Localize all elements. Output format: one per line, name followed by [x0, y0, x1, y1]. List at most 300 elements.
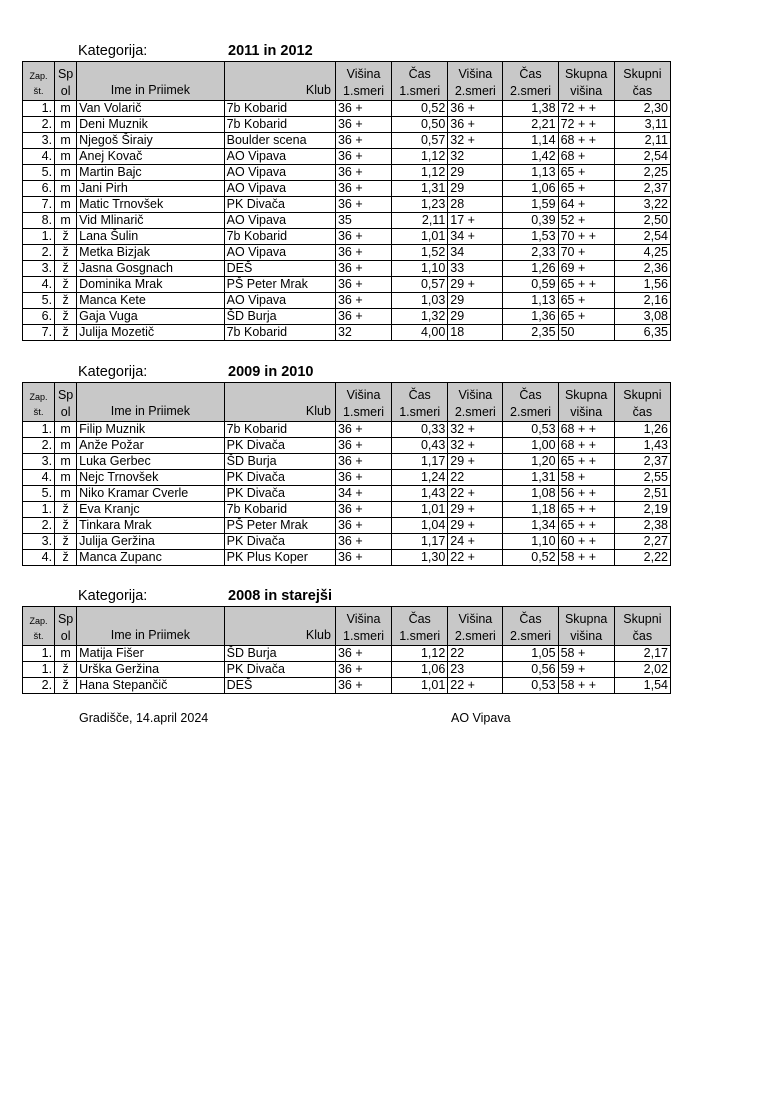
header-row [23, 383, 671, 422]
time2-cell: 0,56 [503, 662, 558, 678]
total-height-cell: 68 + + [558, 422, 614, 438]
club-cell: AO Vipava [224, 213, 335, 229]
header-height2-line2: 2.smeri [454, 405, 496, 419]
time2-cell: 1,05 [503, 646, 558, 662]
total-time-cell: 2,54 [614, 229, 670, 245]
club-cell: AO Vipava [224, 149, 335, 165]
name-cell: Gaja Vuga [77, 309, 224, 325]
height1-cell: 36 + [335, 662, 391, 678]
height1-cell: 36 + [335, 678, 391, 694]
total-time-cell: 2,17 [614, 646, 670, 662]
header-height1-line1: Višina [346, 388, 381, 402]
height1-cell: 36 + [335, 261, 391, 277]
total-time-cell: 1,26 [614, 422, 670, 438]
header-height1 [335, 383, 391, 422]
header-rank-line1: Zap. [29, 71, 48, 81]
name-cell: Hana Stepančič [77, 678, 224, 694]
header-total-time-text [615, 609, 670, 645]
gender-cell: m [55, 117, 77, 133]
table-row [23, 662, 671, 678]
header-height2 [448, 383, 503, 422]
name-cell: Nejc Trnovšek [77, 470, 224, 486]
category-section-2009-2010 [22, 364, 672, 566]
header-rank-text [23, 385, 54, 421]
total-height-cell: 65 + + [558, 454, 614, 470]
gender-cell: ž [55, 662, 77, 678]
header-time2 [503, 62, 558, 101]
height1-cell: 35 [335, 213, 391, 229]
total-height-cell: 56 + + [558, 486, 614, 502]
header-total-height-line2: višina [570, 629, 603, 643]
total-height-cell: 72 + + [558, 101, 614, 117]
time1-cell: 0,33 [392, 422, 448, 438]
club-cell: PŠ Peter Mrak [224, 518, 335, 534]
height2-cell: 29 [448, 293, 503, 309]
total-height-cell: 68 + [558, 149, 614, 165]
height1-cell: 34 + [335, 486, 391, 502]
height2-cell: 17 + [448, 213, 503, 229]
club-cell: 7b Kobarid [224, 101, 335, 117]
total-height-cell: 64 + [558, 197, 614, 213]
header-time1 [392, 383, 448, 422]
footer-place-date: Gradišče, 14.april 2024 [79, 711, 209, 725]
table-row [23, 261, 671, 277]
time1-cell: 2,11 [392, 213, 448, 229]
gender-cell: m [55, 101, 77, 117]
time2-cell: 1,34 [503, 518, 558, 534]
name-cell: Manca Zupanc [77, 550, 224, 566]
header-height2-line1: Višina [458, 67, 493, 81]
height1-cell: 36 + [335, 534, 391, 550]
header-time2-text [503, 64, 557, 100]
table-row [23, 149, 671, 165]
name-cell: Njegoš Širaiy [77, 133, 224, 149]
height2-cell: 36 + [448, 117, 503, 133]
club-cell: 7b Kobarid [224, 117, 335, 133]
total-time-cell: 2,02 [614, 662, 670, 678]
time1-cell: 0,57 [392, 133, 448, 149]
table-row [23, 454, 671, 470]
header-name: Ime in Priimek [77, 607, 224, 646]
table-row [23, 229, 671, 245]
header-gender-line2: ol [60, 629, 71, 643]
name-cell: Metka Bizjak [77, 245, 224, 261]
rank-cell: 4. [23, 550, 55, 566]
gender-cell: ž [55, 261, 77, 277]
header-gender-line1: Sp [57, 612, 74, 626]
time2-cell: 0,59 [503, 277, 558, 293]
header-rank-line2: št. [33, 407, 44, 418]
header-time1-line2: 1.smeri [399, 405, 441, 419]
height2-cell: 34 [448, 245, 503, 261]
table-row [23, 486, 671, 502]
rank-cell: 4. [23, 277, 55, 293]
time1-cell: 1,17 [392, 534, 448, 550]
time2-cell: 0,52 [503, 550, 558, 566]
gender-cell: ž [55, 293, 77, 309]
header-height1-line2: 1.smeri [343, 84, 385, 98]
header-total-time [614, 383, 670, 422]
name-cell: Deni Muznik [77, 117, 224, 133]
time1-cell: 1,43 [392, 486, 448, 502]
header-time2 [503, 383, 558, 422]
header-total-height-line1: Skupna [564, 612, 608, 626]
header-time1-text [392, 64, 447, 100]
name-cell: Van Volarič [77, 101, 224, 117]
header-total-time-line1: Skupni [623, 388, 662, 402]
table-row [23, 518, 671, 534]
total-time-cell: 2,37 [614, 454, 670, 470]
header-time2-line1: Čas [519, 388, 542, 402]
height1-cell: 32 [335, 325, 391, 341]
height2-cell: 29 + [448, 277, 503, 293]
header-club: Klub [224, 383, 335, 422]
table-row [23, 165, 671, 181]
height1-cell: 36 + [335, 646, 391, 662]
rank-cell: 4. [23, 149, 55, 165]
total-time-cell: 2,27 [614, 534, 670, 550]
total-height-cell: 58 + [558, 646, 614, 662]
header-total-height [558, 62, 614, 101]
total-height-cell: 58 + + [558, 678, 614, 694]
total-time-cell: 1,54 [614, 678, 670, 694]
header-gender-text [55, 609, 76, 645]
table-row [23, 293, 671, 309]
gender-cell: m [55, 470, 77, 486]
total-height-cell: 65 + [558, 165, 614, 181]
time1-cell: 1,04 [392, 518, 448, 534]
header-time2 [503, 607, 558, 646]
header-height1-line1: Višina [346, 612, 381, 626]
rank-cell: 5. [23, 293, 55, 309]
header-club: Klub [224, 62, 335, 101]
rank-cell: 5. [23, 165, 55, 181]
height2-cell: 32 [448, 149, 503, 165]
header-rank-line1: Zap. [29, 616, 48, 626]
time2-cell: 1,20 [503, 454, 558, 470]
time2-cell: 0,39 [503, 213, 558, 229]
gender-cell: m [55, 646, 77, 662]
height1-cell: 36 + [335, 438, 391, 454]
height2-cell: 29 [448, 309, 503, 325]
header-total-time [614, 607, 670, 646]
height2-cell: 33 [448, 261, 503, 277]
total-time-cell: 4,25 [614, 245, 670, 261]
total-height-cell: 68 + + [558, 438, 614, 454]
category-value: 2009 in 2010 [228, 364, 314, 380]
height1-cell: 36 + [335, 550, 391, 566]
time2-cell: 2,21 [503, 117, 558, 133]
height1-cell: 36 + [335, 293, 391, 309]
height2-cell: 22 + [448, 678, 503, 694]
height1-cell: 36 + [335, 470, 391, 486]
header-gender [55, 62, 77, 101]
rank-cell: 1. [23, 646, 55, 662]
gender-cell: m [55, 197, 77, 213]
table-row [23, 438, 671, 454]
total-time-cell: 3,22 [614, 197, 670, 213]
name-cell: Eva Kranjc [77, 502, 224, 518]
height2-cell: 29 + [448, 454, 503, 470]
rank-cell: 1. [23, 422, 55, 438]
height2-cell: 32 + [448, 438, 503, 454]
club-cell: PK Divača [224, 438, 335, 454]
gender-cell: ž [55, 309, 77, 325]
header-time1 [392, 62, 448, 101]
height2-cell: 29 [448, 181, 503, 197]
time1-cell: 1,52 [392, 245, 448, 261]
results-table [22, 606, 671, 694]
gender-cell: m [55, 486, 77, 502]
header-time2-line2: 2.smeri [510, 405, 551, 419]
height2-cell: 22 + [448, 486, 503, 502]
time2-cell: 1,53 [503, 229, 558, 245]
header-height2-text [448, 385, 502, 421]
club-cell: ŠD Burja [224, 309, 335, 325]
total-height-cell: 52 + [558, 213, 614, 229]
club-cell: AO Vipava [224, 293, 335, 309]
time1-cell: 1,30 [392, 550, 448, 566]
results-table [22, 382, 671, 566]
time1-cell: 1,12 [392, 149, 448, 165]
gender-cell: ž [55, 678, 77, 694]
gender-cell: ž [55, 534, 77, 550]
height2-cell: 24 + [448, 534, 503, 550]
time1-cell: 1,01 [392, 502, 448, 518]
total-height-cell: 70 + + [558, 229, 614, 245]
header-total-height-text [559, 609, 614, 645]
total-height-cell: 65 + [558, 293, 614, 309]
total-time-cell: 2,37 [614, 181, 670, 197]
time2-cell: 1,31 [503, 470, 558, 486]
total-height-cell: 65 + [558, 309, 614, 325]
time2-cell: 2,35 [503, 325, 558, 341]
gender-cell: ž [55, 229, 77, 245]
table-row [23, 277, 671, 293]
header-time2-text [503, 385, 557, 421]
height2-cell: 22 + [448, 550, 503, 566]
time2-cell: 1,59 [503, 197, 558, 213]
club-cell: 7b Kobarid [224, 325, 335, 341]
header-rank-line1: Zap. [29, 392, 48, 402]
header-total-time-line1: Skupni [623, 67, 662, 81]
club-cell: ŠD Burja [224, 646, 335, 662]
table-row [23, 213, 671, 229]
total-height-cell: 65 + + [558, 518, 614, 534]
header-total-time-line2: čas [632, 84, 653, 98]
total-time-cell: 2,36 [614, 261, 670, 277]
header-rank-line2: št. [33, 631, 44, 642]
time2-cell: 1,10 [503, 534, 558, 550]
name-cell: Manca Kete [77, 293, 224, 309]
height1-cell: 36 + [335, 422, 391, 438]
header-total-height-line2: višina [570, 84, 603, 98]
gender-cell: m [55, 133, 77, 149]
header-rank [23, 62, 55, 101]
time2-cell: 1,00 [503, 438, 558, 454]
header-time1-text [392, 385, 447, 421]
header-time1-line1: Čas [408, 67, 431, 81]
table-row [23, 197, 671, 213]
name-cell: Vid Mlinarič [77, 213, 224, 229]
time2-cell: 1,14 [503, 133, 558, 149]
time1-cell: 0,43 [392, 438, 448, 454]
time1-cell: 0,52 [392, 101, 448, 117]
table-row [23, 422, 671, 438]
time1-cell: 1,17 [392, 454, 448, 470]
total-time-cell: 2,19 [614, 502, 670, 518]
header-gender-line2: ol [60, 405, 71, 419]
header-time1 [392, 607, 448, 646]
time2-cell: 1,38 [503, 101, 558, 117]
total-height-cell: 68 + + [558, 133, 614, 149]
club-cell: PK Divača [224, 197, 335, 213]
total-time-cell: 2,38 [614, 518, 670, 534]
club-cell: PK Plus Koper [224, 550, 335, 566]
height1-cell: 36 + [335, 229, 391, 245]
header-rank [23, 383, 55, 422]
total-time-cell: 2,16 [614, 293, 670, 309]
header-time1-line1: Čas [408, 612, 431, 626]
header-height1-text [336, 609, 391, 645]
header-total-height-text [559, 385, 614, 421]
height2-cell: 29 [448, 165, 503, 181]
club-cell: AO Vipava [224, 181, 335, 197]
header-total-time-text [615, 64, 670, 100]
results-table [22, 61, 671, 341]
height2-cell: 18 [448, 325, 503, 341]
club-cell: PK Divača [224, 534, 335, 550]
rank-cell: 2. [23, 438, 55, 454]
club-cell: DEŠ [224, 678, 335, 694]
rank-cell: 7. [23, 197, 55, 213]
gender-cell: ž [55, 277, 77, 293]
header-time2-text [503, 609, 557, 645]
rank-cell: 3. [23, 133, 55, 149]
name-cell: Matic Trnovšek [77, 197, 224, 213]
rank-cell: 3. [23, 534, 55, 550]
header-height2-line2: 2.smeri [454, 84, 496, 98]
category-heading [22, 588, 672, 606]
gender-cell: m [55, 213, 77, 229]
total-time-cell: 1,56 [614, 277, 670, 293]
total-time-cell: 3,11 [614, 117, 670, 133]
rank-cell: 2. [23, 245, 55, 261]
height1-cell: 36 + [335, 502, 391, 518]
height1-cell: 36 + [335, 309, 391, 325]
header-gender-line2: ol [60, 84, 71, 98]
rank-cell: 3. [23, 454, 55, 470]
category-section-2011-2012 [22, 43, 672, 341]
rank-cell: 1. [23, 502, 55, 518]
header-time1-line2: 1.smeri [399, 84, 441, 98]
total-height-cell: 60 + + [558, 534, 614, 550]
header-height2-line1: Višina [458, 388, 493, 402]
category-label: Kategorija: [78, 43, 148, 59]
table-row [23, 101, 671, 117]
time2-cell: 1,42 [503, 149, 558, 165]
table-row [23, 245, 671, 261]
name-cell: Tinkara Mrak [77, 518, 224, 534]
rank-cell: 7. [23, 325, 55, 341]
height2-cell: 32 + [448, 422, 503, 438]
rank-cell: 8. [23, 213, 55, 229]
name-cell: Matija Fišer [77, 646, 224, 662]
total-height-cell: 70 + [558, 245, 614, 261]
club-cell: 7b Kobarid [224, 422, 335, 438]
name-cell: Anej Kovač [77, 149, 224, 165]
name-cell: Julija Geržina [77, 534, 224, 550]
club-cell: PK Divača [224, 470, 335, 486]
time2-cell: 2,33 [503, 245, 558, 261]
header-total-time-line2: čas [632, 405, 653, 419]
club-cell: AO Vipava [224, 165, 335, 181]
total-time-cell: 2,25 [614, 165, 670, 181]
header-height1 [335, 607, 391, 646]
gender-cell: m [55, 438, 77, 454]
header-height2 [448, 607, 503, 646]
header-total-height [558, 607, 614, 646]
header-total-time-text [615, 385, 670, 421]
gender-cell: m [55, 165, 77, 181]
header-time2-line1: Čas [519, 67, 542, 81]
header-time2-line1: Čas [519, 612, 542, 626]
header-height2-line1: Višina [458, 612, 493, 626]
time2-cell: 1,26 [503, 261, 558, 277]
time2-cell: 1,13 [503, 293, 558, 309]
height2-cell: 22 [448, 646, 503, 662]
name-cell: Jasna Gosgnach [77, 261, 224, 277]
header-time1-line1: Čas [408, 388, 431, 402]
height2-cell: 28 [448, 197, 503, 213]
rank-cell: 4. [23, 470, 55, 486]
total-height-cell: 65 + [558, 181, 614, 197]
name-cell: Luka Gerbec [77, 454, 224, 470]
height1-cell: 36 + [335, 277, 391, 293]
header-height2-line2: 2.smeri [454, 629, 496, 643]
total-time-cell: 1,43 [614, 438, 670, 454]
total-time-cell: 2,11 [614, 133, 670, 149]
header-name: Ime in Priimek [77, 62, 224, 101]
header-height2 [448, 62, 503, 101]
header-name: Ime in Priimek [77, 383, 224, 422]
header-height1 [335, 62, 391, 101]
gender-cell: ž [55, 325, 77, 341]
height2-cell: 23 [448, 662, 503, 678]
height1-cell: 36 + [335, 165, 391, 181]
table-row [23, 309, 671, 325]
time2-cell: 1,13 [503, 165, 558, 181]
height1-cell: 36 + [335, 181, 391, 197]
rank-cell: 5. [23, 486, 55, 502]
table-row [23, 550, 671, 566]
time1-cell: 1,32 [392, 309, 448, 325]
total-time-cell: 2,51 [614, 486, 670, 502]
total-time-cell: 2,22 [614, 550, 670, 566]
table-row [23, 502, 671, 518]
time2-cell: 1,36 [503, 309, 558, 325]
height1-cell: 36 + [335, 245, 391, 261]
table-row [23, 117, 671, 133]
time1-cell: 1,12 [392, 646, 448, 662]
header-gender [55, 383, 77, 422]
height1-cell: 36 + [335, 149, 391, 165]
total-height-cell: 65 + + [558, 277, 614, 293]
header-height1-line1: Višina [346, 67, 381, 81]
header-total-height-line2: višina [570, 405, 603, 419]
total-time-cell: 2,30 [614, 101, 670, 117]
total-height-cell: 50 [558, 325, 614, 341]
